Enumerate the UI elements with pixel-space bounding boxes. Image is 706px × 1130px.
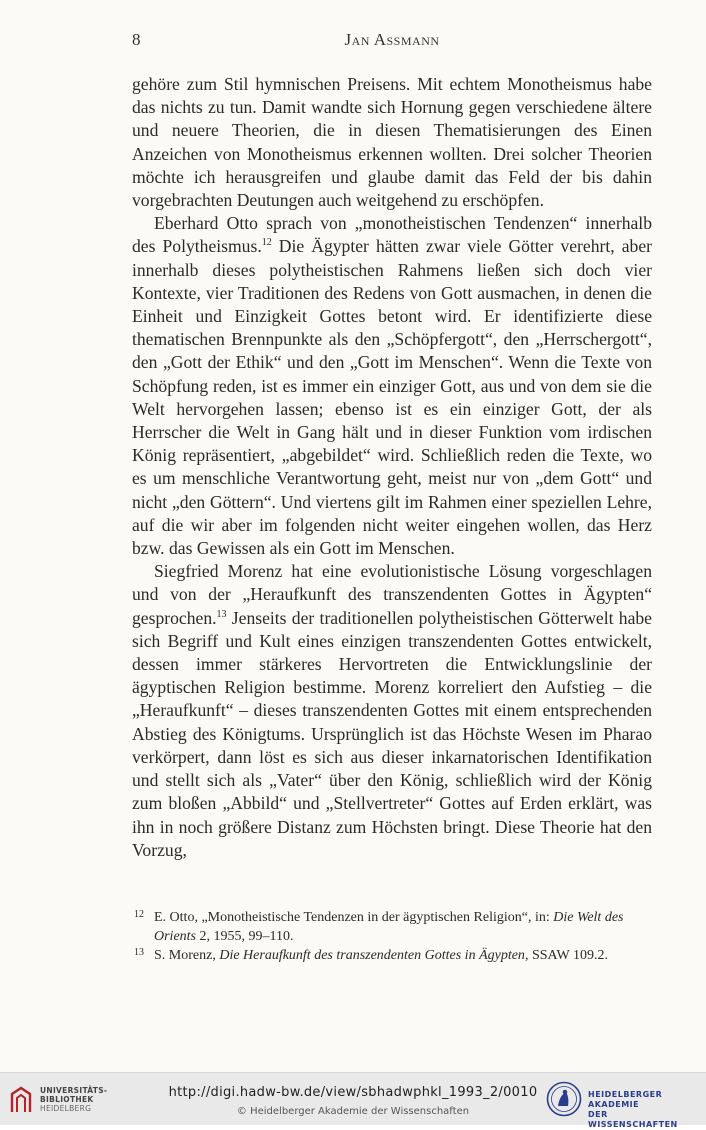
- footnote-number: 12: [134, 909, 144, 920]
- copyright: © Heidelberger Akademie der Wissenschaften: [236, 1106, 470, 1117]
- paragraph-2-rest: Die Ägypter hätten zwar viele Götter verehrt, aber innerhalb dieses polytheistischen Rahmens ließen sich doch vier Kontexte, vier Traditionen des Redens von Gott ausmachen, in denen die Einheit und Einzigkeit Gottes betont wird. Er identifizierte diese thematischen Brennpunkte als den „Schöpfergott“, den „Herrschergott“, den „Gott der Ethik“ und den „Gott im Menschen“. Wenn die Texte von Schöpfung reden, ist es immer ein einziger Gott, aus und von dem sie die Welt hervorgehen lassen; ebenso ist es ein einziger Gott, der als Herrscher die Welt in Gang hält und in dieser Funktion vom irdischen König repräsentiert, „abgebildet“ wird. Schließlich reden die Texte, wo es um menschliche Verantwortung geht, meist nur von „dem Gott“ und nicht „den Göttern“. Und viertens gilt im Rahmen einer speziellen Lehre, auf die wir aber im folgenden nicht weiter eingehen wollen, das Herz bzw. das Gewissen als ein Gott im Menschen.: [132, 236, 652, 559]
- footnote-12: [132, 908, 652, 946]
- paragraph-3: [132, 560, 652, 862]
- permalink-url[interactable]: http://digi.hadw-bw.de/view/sbhadwphkl_1993_2/0010: [168, 1085, 538, 1100]
- running-head-author: Jan Assmann: [344, 30, 440, 49]
- paragraph-3-lead: Siegfried Morenz hat eine evolutionistische Lösung vorgeschlagen und von der „Heraufkunft des transzendenten Gottes in Ägypten“ gesprochen.: [132, 561, 652, 628]
- paragraph-2-lead: Eberhard Otto sprach von „monotheistischen Tendenzen“ innerhalb des Polytheismus.: [132, 213, 652, 257]
- ub-line3: HEIDELBERG: [40, 1104, 92, 1113]
- footnote-ref-13[interactable]: 13: [216, 608, 227, 620]
- paragraph-1: gehöre zum Stil hymnischen Preisens. Mit echtem Monotheismus habe das nichts zu tun. Damit wandte sich Hornung gegen verschiedene ältere und neuere Theorien, die in diesen Thematisierungen des Einen Anzeichen von Monotheismus erkennen wollten. Drei solcher Theorien möchte ich herausgreifen und glaube damit das Feld der bis dahin vorgebrachten Deutungen auch weitgehend zu erschöpfen.: [132, 74, 652, 211]
- footnote-rest: , SSAW 109.2.: [524, 948, 608, 963]
- page-number: 8: [132, 30, 141, 49]
- ub-line2: BIBLIOTHEK: [40, 1095, 94, 1104]
- hadw-logo[interactable]: [546, 1081, 696, 1129]
- footnotes: [132, 908, 652, 965]
- footnote-journal: Die Welt des Orients: [154, 910, 624, 944]
- hadw-logo-text: [588, 1090, 696, 1130]
- body-text: [132, 73, 652, 862]
- footnote-13: [132, 946, 652, 965]
- footnote-ref-12[interactable]: 12: [261, 237, 272, 249]
- paragraph-2: [132, 212, 652, 560]
- running-header: [132, 30, 652, 52]
- ub-line1: UNIVERSITÄTS-: [40, 1086, 108, 1095]
- footnote-title: Die Heraufkunft des transzendenten Gottes in Ägypten: [219, 948, 525, 963]
- academy-seal-icon: [546, 1081, 582, 1117]
- footnote-rest: 2, 1955, 99–110.: [196, 929, 294, 944]
- footnote-text: S. Morenz,: [154, 948, 220, 963]
- footnote-text: E. Otto, „Monotheistische Tendenzen in der ägyptischen Religion“, in:: [154, 910, 554, 925]
- viewer-footer: [0, 1072, 706, 1129]
- hadw-line2: DER WISSENSCHAFTEN: [588, 1110, 678, 1129]
- hadw-line1: HEIDELBERGER AKADEMIE: [588, 1090, 663, 1109]
- paragraph-3-rest: Jenseits der traditionellen polytheistischen Götterwelt habe sich Begriff und Kult eines einzigen transzendenten Gottes entwickelt, dessen immer stärkeres Hervortreten die Entwicklungslinie der ägyptischen Religion bestimme. Morenz korreliert den Aufstieg – die „Heraufkunft“ – dieses transzendenten Gottes mit einem entsprechenden Abstieg des Königtums. Ursprünglich ist das Höchste Wesen im Pharao verkörpert, dann löst es sich aus dieser inkarnatorischen Identifikation und stellt sich als „Vater“ über den König, schließlich wird der König zum bloßen „Abbild“ und „Stellvertreter“ Gottes auf Erden erklärt, was ihn in noch größere Distanz zum Höchsten bringt. Diese Theorie hat den Vorzug,: [132, 607, 652, 860]
- footnote-number: 13: [134, 947, 144, 958]
